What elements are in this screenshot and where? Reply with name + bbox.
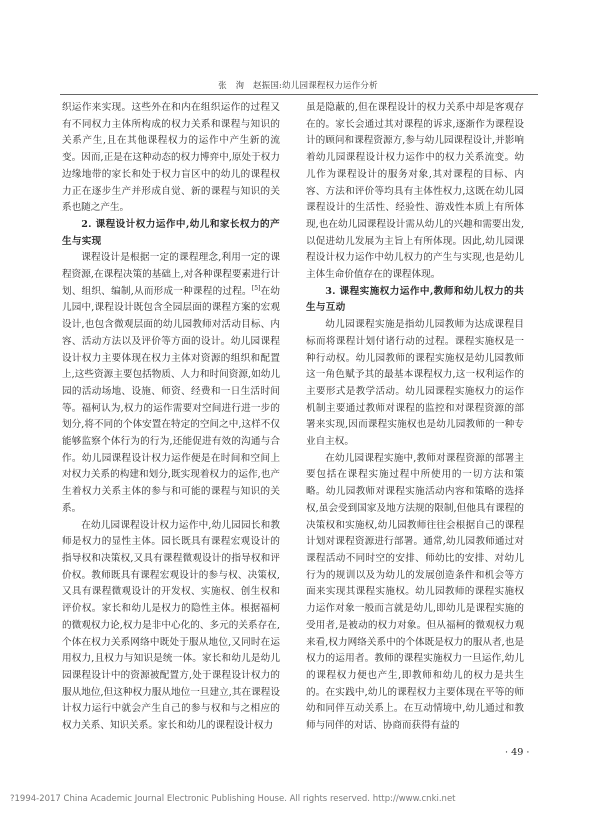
page-number: · 49 ·: [505, 747, 530, 758]
section-heading: 3. 课程实施权力运作中,教师和幼儿权力的共生与互动: [306, 285, 524, 314]
header-rule: [60, 94, 538, 95]
body-paragraph: 幼儿园课程实施是指幼儿园教师为达成课程目标而将课程计划付诸行动的过程。课程实施权是一种行动权。幼儿园教师的课程实施权是幼儿园教师这一角色赋予其的最基本课程权力,这一权利运作的主要形式是教学活动。幼儿园课程实施权力的运作机制主要通过教师对课程的监控和对课程资源的部署来实现,因而课程实施权也是幼儿园教师的一种专业自主权。: [306, 319, 524, 448]
body-paragraph: 虽是隐蔽的,但在课程设计的权力关系中却是客观存在的。家长会通过其对课程的诉求,逐渐作为课程设计的顾问和课程资源方,参与幼儿园课程设计,并影响着幼儿园课程设计权力运作中的权力关系流变。幼儿作为课程设计的服务对象,其对课程的目标、内容、方法和评价等均具有主体性权力,这既在幼儿园课程设计的生活性、经验性、游戏性本质上有所体现,也在幼儿园课程设计需从幼儿的兴趣和需要出发,以促进幼儿发展为主旨上有所体现。因此,幼儿园课程设计权力运作中幼儿权力的产生与实现,也是幼儿主体生命价值存在的课程体现。: [306, 102, 524, 281]
body-paragraph: 在幼儿园课程实施中,教师对课程资源的部署主要包括在课程实施过程中所使用的一切方法和策略。幼儿园教师对课程实施活动内容和策略的选择权,虽会受到国家及地方法规的限制,但他具有课程的决策权和实施权,幼儿园教师往往会根据自己的课程计划对课程资源进行部署。通常,幼儿园教师通过对课程活动不同时空的安排、师幼比的安排、对幼儿行为的规训以及为幼儿的发展创造条件和机会等方面来实现其课程实施权。幼儿园教师的课程实施权力运作对象一般而言就是幼儿,即幼儿是课程实施的受用者,是被动的权力对象。但从福柯的微观权力观来看,权力网络关系中的个体既是权力的服从者,也是权力的运用者。教师的课程实施权力一旦运作,幼儿的课程权力便也产生,即教师和幼儿的权力是共生的。在实践中,幼儿的课程权力主要体现在平等的师幼和同伴互动关系上。在互动情境中,幼儿通过和教师与同伴的对话、协商而获得有益的: [306, 452, 524, 732]
running-head: 张 洵 赵振国:幼儿园课程权力运作分析: [218, 81, 378, 91]
body-paragraph: 织运作来实现。这些外在和内在组织运作的过程又有不同权力主体所构成的权力关系和课程与知识的关系产生,且在其他课程权力的运作中产生新的流变。因而,正是在这种动态的权力博弈中,原处于权力边缘地带的家长和处于权力盲区中的幼儿的课程权力正在逐步生产并形成自觉、新的课程与知识的关系也随之产生。: [62, 102, 280, 214]
body-paragraph: 在幼儿园课程设计权力运作中,幼儿园园长和教师是权力的显性主体。园长既具有课程宏观设计的指导权和决策权,又具有课程微观设计的指导权和评价权。教师既具有课程宏观设计的参与权、决策权,又具有课程微观设计的开发权、实施权、创生权和评价权。家长和幼儿是权力的隐性主体。根据福柯的微观权力论,权力是非中心化的、多元的关系存在,个体在权力关系网络中既处于服从地位,又同时在运用权力,且权力与知识是统一体。家长和幼儿是幼儿园课程设计中的资源被配置方,处于课程设计权力的服从地位,但这种权力服从地位一旦建立,其在课程设计权力运行中就会产生自己的参与权和与之相应的权力关系、知识关系。家长和幼儿的课程设计权力: [62, 519, 280, 732]
right-column: [306, 100, 524, 735]
paragraph-text: 课程设计是根据一定的课程理念,利用一定的课程资源,在课程决策的基础上,对各种课程要素进行计划、组织、编制,从而形成一种课程的过程。: [62, 252, 280, 297]
left-column: [62, 100, 280, 735]
paragraph-text: 在幼儿园中,课程设计既包含全园层面的课程方案的宏观设计,也包含微观层面的幼儿园教师对活动目标、内容、活动方法以及评价等方面的设计。幼儿园课程设计权力主要体现在权力主体对资源的组织和配置上,这些资源主要包括物质、人力和时间资源,如幼儿园的活动场地、设施、师资、经费和一日生活时间等。福柯认为,权力的运作需要对空间进行进一步的划分,将不同的个体安置在特定的空间之中,这样不仅能够监察个体行为的行为,还能促进有效的沟通与合作。幼儿园课程设计权力运作便是在时间和空间上对权力关系的构建和划分,既实现着权力的运作,也产生着权力关系主体的参与和可能的课程与知识的关系。: [62, 285, 280, 514]
body-paragraph: [62, 250, 280, 517]
copyright-notice: ?1994-2017 China Academic Journal Electronic Publishing House. All rights reserved. http://www.cnki.net: [10, 794, 456, 804]
citation-marker: [5]: [251, 284, 261, 292]
section-heading: 2. 课程设计权力运作中,幼儿和家长权力的产生与实现: [62, 218, 280, 247]
